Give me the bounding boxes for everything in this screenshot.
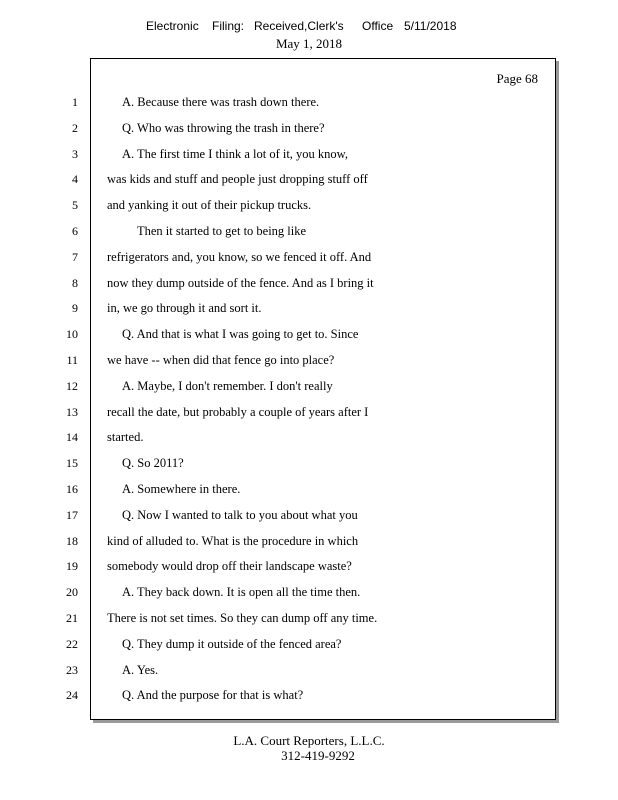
line-text: Q. They dump it outside of the fenced area? [122,636,342,651]
line-number: 5 [72,198,78,213]
line-text: A. Because there was trash down there. [122,95,320,109]
transcript-date: May 1, 2018 [275,36,343,51]
line-text: we have -- when did that fence go into place? [107,353,335,367]
line-text: Q. Who was throwing the trash in there? [122,120,325,135]
line-text: somebody would drop off their landscape waste? [107,559,352,574]
line-text: Q. And the purpose for that is what? [122,688,304,703]
reporter-company: L.A. Court Reporters, L.L.C. [233,733,385,748]
line-text: A. The first time I think a lot of it, you know, [122,146,349,161]
line-number: 22 [66,636,78,651]
line-text: Q. So 2011? [122,456,184,471]
stamp-filing: Filing: [212,19,245,33]
line-text: refrigerators and, you know, so we fenced it off. And [107,249,372,264]
line-number: 20 [66,585,78,600]
line-text: in, we go through it and sort it. [107,301,262,316]
line-number: 15 [66,456,78,471]
line-number: 24 [66,688,78,703]
line-text: Q. Now I wanted to talk to you about what you [122,507,358,522]
line-number: 13 [66,404,78,419]
line-text: recall the date, but probably a couple of years after I [107,404,369,419]
line-number: 1 [72,95,78,109]
stamp-received-clerks: Received,Clerk's [254,19,344,33]
line-text: Q. And that is what I was going to get to. Since [122,327,359,342]
line-number: 14 [66,430,78,445]
stamp-office: Office [362,19,394,33]
line-number: 4 [72,172,78,187]
stamp-date: 5/11/2018 [404,19,457,33]
line-number: 10 [66,327,78,342]
line-number: 16 [66,482,78,496]
line-text: There is not set times. So they can dump off any time. [107,611,378,625]
line-number: 23 [66,662,78,677]
line-number: 11 [66,353,78,367]
page-number: Page 68 [496,71,538,86]
line-number: 12 [66,378,78,393]
line-text: kind of alluded to. What is the procedure in which [107,533,359,548]
line-text: and yanking it out of their pickup trucks. [107,198,312,213]
reporter-phone: 312-419-9292 [281,748,355,763]
line-text: now they dump outside of the fence. And as I bring it [107,275,374,290]
line-number: 6 [72,224,78,238]
line-number: 19 [66,559,78,574]
line-number: 9 [72,301,78,316]
line-text: started. [107,430,144,445]
line-text: A. Somewhere in there. [122,482,241,496]
line-text: A. Yes. [122,662,159,677]
line-text: was kids and stuff and people just dropping stuff off [107,172,368,187]
stamp-electronic: Electronic [146,19,199,33]
line-number: 7 [72,249,78,264]
line-text: A. Maybe, I don't remember. I don't really [122,378,333,393]
line-text: Then it started to get to being like [137,224,307,238]
line-number: 8 [72,275,78,290]
line-number: 18 [66,533,78,548]
line-number: 17 [66,507,78,522]
line-number: 2 [72,120,78,135]
line-number: 21 [66,611,78,625]
line-text: A. They back down. It is open all the time then. [122,585,361,600]
line-number: 3 [72,146,78,161]
